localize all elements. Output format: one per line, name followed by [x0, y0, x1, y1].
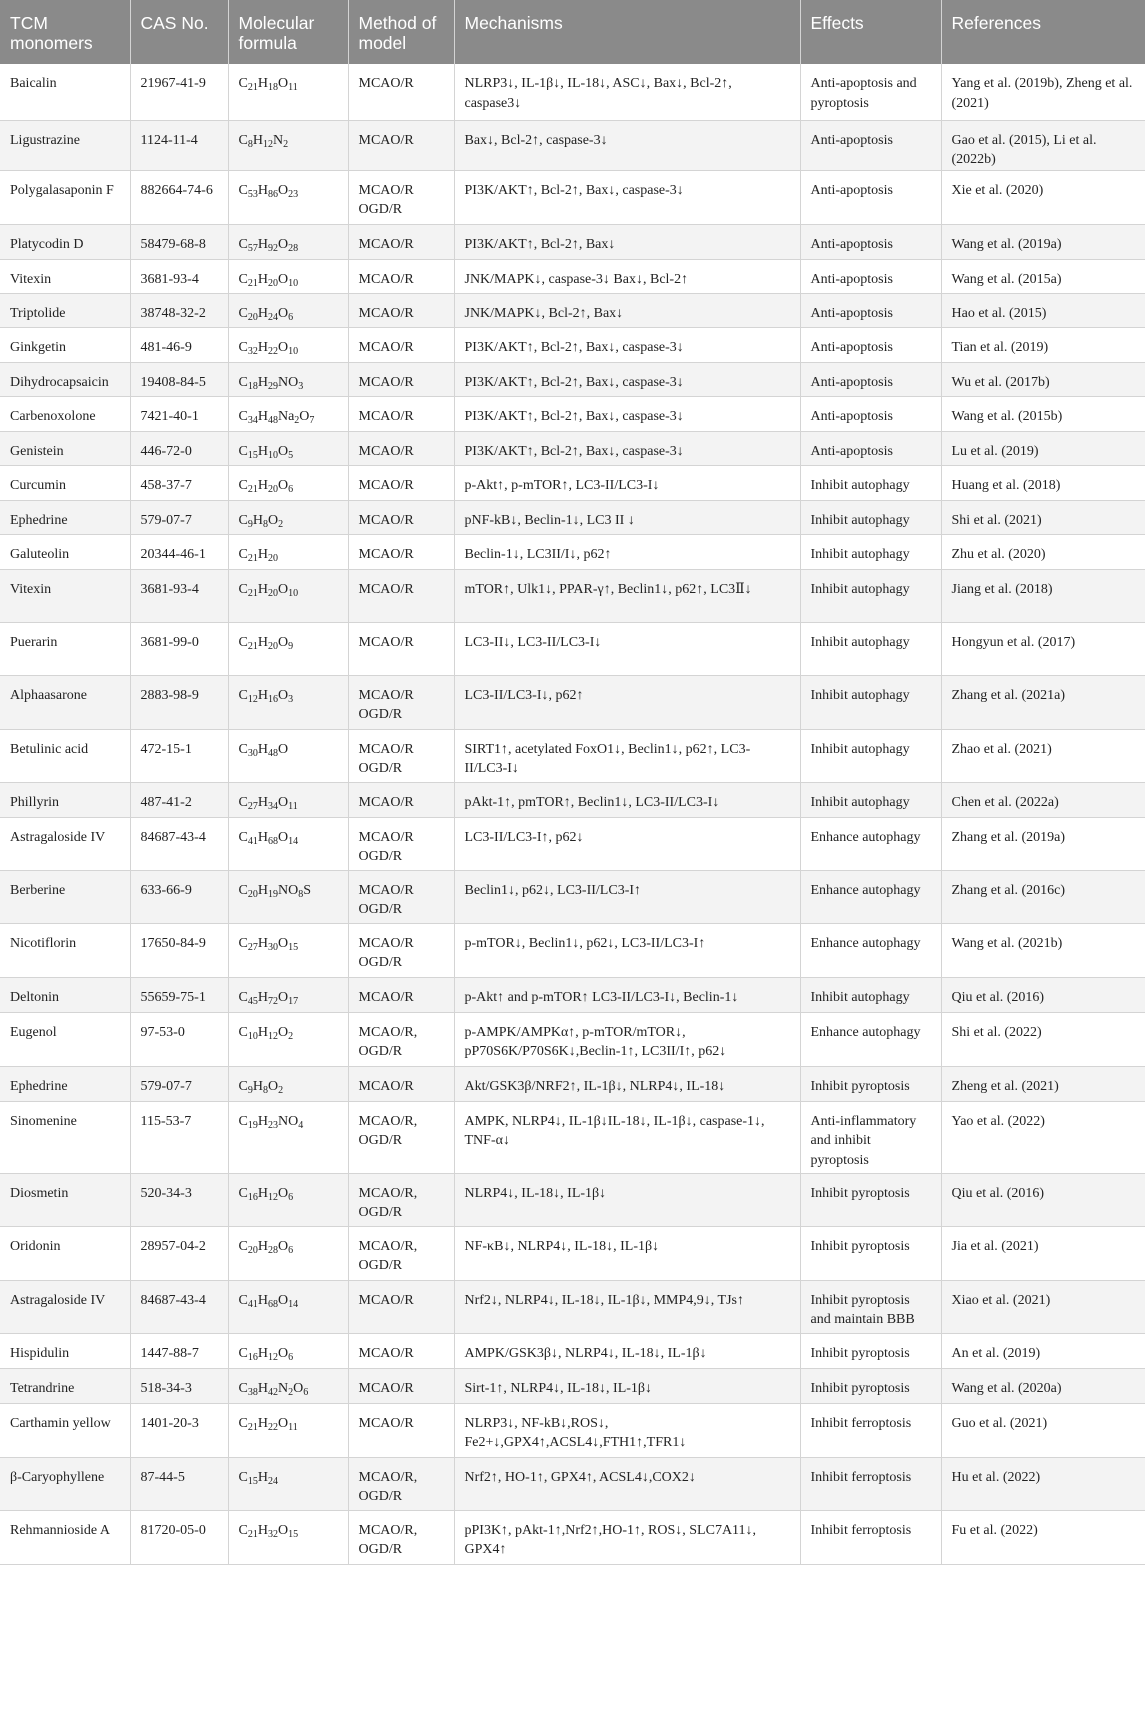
- cell-mechanisms: NLRP4↓, IL-18↓, IL-1β↓: [454, 1173, 800, 1226]
- cell-formula: $C_{18}H_{29}NO_3$: [228, 362, 348, 396]
- cell-monomer: Eugenol: [0, 1012, 130, 1066]
- cell-model: MCAO/R: [348, 259, 454, 293]
- cell-model: MCAO/R, OGD/R: [348, 1012, 454, 1066]
- column-header-monomer: TCM monomers: [0, 0, 130, 64]
- cell-cas: 1447-88-7: [130, 1333, 228, 1368]
- cell-cas: 19408-84-5: [130, 362, 228, 396]
- cell-formula: $C_9H_8O_2$: [228, 1066, 348, 1101]
- table-row: [0, 870, 1145, 923]
- cell-cas: 458-37-7: [130, 465, 228, 500]
- cell-cas: 518-34-3: [130, 1368, 228, 1403]
- cell-formula: $C_{12}H_{16}O_3$: [228, 675, 348, 729]
- cell-mechanisms: JNK/MAPK↓, caspase-3↓ Bax↓, Bcl-2↑: [454, 259, 800, 293]
- cell-references: Xiao et al. (2021): [941, 1280, 1145, 1333]
- cell-mechanisms: PI3K/AKT↑, Bcl-2↑, Bax↓, caspase-3↓: [454, 170, 800, 224]
- cell-monomer: Ephedrine: [0, 500, 130, 534]
- cell-references: Jiang et al. (2018): [941, 569, 1145, 622]
- cell-model: MCAO/R: [348, 431, 454, 465]
- table-row: [0, 327, 1145, 362]
- cell-references: Zhao et al. (2021): [941, 729, 1145, 782]
- cell-monomer: Platycodin D: [0, 224, 130, 259]
- cell-cas: 17650-84-9: [130, 923, 228, 977]
- cell-mechanisms: PI3K/AKT↑, Bcl-2↑, Bax↓, caspase-3↓: [454, 431, 800, 465]
- cell-references: Fu et al. (2022): [941, 1510, 1145, 1564]
- cell-formula: $C_{20}H_{28}O_6$: [228, 1226, 348, 1280]
- cell-model: MCAO/R: [348, 396, 454, 431]
- cell-mechanisms: p-AMPK/AMPKα↑, p-mTOR/mTOR↓, pP70S6K/P70S6K↓,Beclin-1↑, LC3II/I↑, p62↓: [454, 1012, 800, 1066]
- cell-monomer: Genistein: [0, 431, 130, 465]
- cell-mechanisms: mTOR↑, Ulk1↓, PPAR-γ↑, Beclin1↓, p62↑, LC3Ⅱ↓: [454, 569, 800, 622]
- cell-monomer: Curcumin: [0, 465, 130, 500]
- cell-references: An et al. (2019): [941, 1333, 1145, 1368]
- cell-model: MCAO/R: [348, 293, 454, 327]
- cell-effects: Inhibit autophagy: [800, 569, 941, 622]
- cell-cas: 446-72-0: [130, 431, 228, 465]
- cell-model: MCAO/R: [348, 362, 454, 396]
- cell-effects: Inhibit ferroptosis: [800, 1457, 941, 1510]
- cell-cas: 3681-93-4: [130, 259, 228, 293]
- cell-formula: $C_{41}H_{68}O_{14}$: [228, 1280, 348, 1333]
- cell-cas: 487-41-2: [130, 782, 228, 817]
- cell-monomer: Astragaloside IV: [0, 1280, 130, 1333]
- cell-formula: $C_{21}H_{22}O_{11}$: [228, 1403, 348, 1457]
- cell-effects: Anti-apoptosis: [800, 170, 941, 224]
- cell-model: MCAO/R, OGD/R: [348, 1457, 454, 1510]
- cell-formula: $C_{21}H_{20}O_{10}$: [228, 569, 348, 622]
- cell-references: Guo et al. (2021): [941, 1403, 1145, 1457]
- cell-formula: $C_{20}H_{19}NO_8S$: [228, 870, 348, 923]
- cell-monomer: Astragaloside IV: [0, 817, 130, 870]
- cell-references: Wang et al. (2015b): [941, 396, 1145, 431]
- table-row: [0, 622, 1145, 675]
- table-row: [0, 977, 1145, 1012]
- cell-references: Gao et al. (2015), Li et al. (2022b): [941, 120, 1145, 170]
- table-row: [0, 534, 1145, 569]
- cell-monomer: Ginkgetin: [0, 327, 130, 362]
- table-row: [0, 1457, 1145, 1510]
- cell-cas: 38748-32-2: [130, 293, 228, 327]
- table-row: [0, 1101, 1145, 1173]
- cell-monomer: Betulinic acid: [0, 729, 130, 782]
- table-row: [0, 782, 1145, 817]
- cell-monomer: Berberine: [0, 870, 130, 923]
- cell-references: Zhang et al. (2016c): [941, 870, 1145, 923]
- table-row: [0, 293, 1145, 327]
- cell-references: Zhang et al. (2019a): [941, 817, 1145, 870]
- cell-cas: 520-34-3: [130, 1173, 228, 1226]
- cell-cas: 55659-75-1: [130, 977, 228, 1012]
- cell-formula: $C_{10}H_{12}O_2$: [228, 1012, 348, 1066]
- cell-model: MCAO/R OGD/R: [348, 729, 454, 782]
- cell-references: Xie et al. (2020): [941, 170, 1145, 224]
- cell-model: MCAO/R: [348, 622, 454, 675]
- cell-mechanisms: Sirt-1↑, NLRP4↓, IL-18↓, IL-1β↓: [454, 1368, 800, 1403]
- table-row: [0, 1066, 1145, 1101]
- cell-references: Qiu et al. (2016): [941, 1173, 1145, 1226]
- cell-references: Qiu et al. (2016): [941, 977, 1145, 1012]
- cell-references: Zheng et al. (2021): [941, 1066, 1145, 1101]
- cell-formula: $C_{45}H_{72}O_{17}$: [228, 977, 348, 1012]
- cell-effects: Inhibit pyroptosis: [800, 1173, 941, 1226]
- cell-formula: $C_{53}H_{86}O_{23}$: [228, 170, 348, 224]
- cell-cas: 58479-68-8: [130, 224, 228, 259]
- cell-monomer: Ephedrine: [0, 1066, 130, 1101]
- cell-effects: Inhibit autophagy: [800, 622, 941, 675]
- table-row: [0, 362, 1145, 396]
- cell-model: MCAO/R: [348, 500, 454, 534]
- cell-monomer: Oridonin: [0, 1226, 130, 1280]
- cell-model: MCAO/R, OGD/R: [348, 1510, 454, 1564]
- cell-model: MCAO/R OGD/R: [348, 923, 454, 977]
- cell-references: Hongyun et al. (2017): [941, 622, 1145, 675]
- cell-cas: 2883-98-9: [130, 675, 228, 729]
- cell-references: Hao et al. (2015): [941, 293, 1145, 327]
- table-row: [0, 500, 1145, 534]
- cell-formula: $C_{20}H_{24}O_6$: [228, 293, 348, 327]
- table-row: [0, 675, 1145, 729]
- cell-mechanisms: SIRT1↑, acetylated FoxO1↓, Beclin1↓, p62↑, LC3-II/LC3-I↓: [454, 729, 800, 782]
- cell-effects: Enhance autophagy: [800, 870, 941, 923]
- cell-mechanisms: pPI3K↑, pAkt-1↑,Nrf2↑,HO-1↑, ROS↓, SLC7A11↓, GPX4↑: [454, 1510, 800, 1564]
- cell-effects: Anti-apoptosis: [800, 259, 941, 293]
- column-header-model: Method of model: [348, 0, 454, 64]
- cell-monomer: Sinomenine: [0, 1101, 130, 1173]
- cell-model: MCAO/R: [348, 569, 454, 622]
- cell-effects: Enhance autophagy: [800, 1012, 941, 1066]
- cell-effects: Anti-apoptosis: [800, 327, 941, 362]
- cell-references: Zhu et al. (2020): [941, 534, 1145, 569]
- cell-cas: 7421-40-1: [130, 396, 228, 431]
- table-row: [0, 569, 1145, 622]
- cell-model: MCAO/R OGD/R: [348, 675, 454, 729]
- table-row: [0, 1368, 1145, 1403]
- cell-formula: $C_{21}H_{20}O_9$: [228, 622, 348, 675]
- cell-effects: Inhibit autophagy: [800, 977, 941, 1012]
- cell-model: MCAO/R: [348, 1280, 454, 1333]
- cell-monomer: Carthamin yellow: [0, 1403, 130, 1457]
- cell-mechanisms: PI3K/AKT↑, Bcl-2↑, Bax↓: [454, 224, 800, 259]
- cell-formula: $C_9H_8O_2$: [228, 500, 348, 534]
- cell-effects: Inhibit autophagy: [800, 729, 941, 782]
- cell-mechanisms: LC3-II↓, LC3-II/LC3-I↓: [454, 622, 800, 675]
- table-row: [0, 170, 1145, 224]
- cell-references: Wang et al. (2019a): [941, 224, 1145, 259]
- table-row: [0, 224, 1145, 259]
- cell-formula: $C_{32}H_{22}O_{10}$: [228, 327, 348, 362]
- cell-formula: $C_{41}H_{68}O_{14}$: [228, 817, 348, 870]
- cell-references: Wang et al. (2021b): [941, 923, 1145, 977]
- cell-model: MCAO/R: [348, 1403, 454, 1457]
- cell-model: MCAO/R, OGD/R: [348, 1226, 454, 1280]
- cell-monomer: Ligustrazine: [0, 120, 130, 170]
- cell-monomer: Alphaasarone: [0, 675, 130, 729]
- cell-effects: Anti-apoptosis: [800, 120, 941, 170]
- cell-references: Wu et al. (2017b): [941, 362, 1145, 396]
- cell-mechanisms: AMPK, NLRP4↓, IL-1β↓IL-18↓, IL-1β↓, caspase-1↓, TNF-α↓: [454, 1101, 800, 1173]
- cell-monomer: Phillyrin: [0, 782, 130, 817]
- table-row: [0, 1012, 1145, 1066]
- cell-model: MCAO/R: [348, 224, 454, 259]
- cell-references: Yao et al. (2022): [941, 1101, 1145, 1173]
- cell-references: Chen et al. (2022a): [941, 782, 1145, 817]
- cell-effects: Inhibit ferroptosis: [800, 1403, 941, 1457]
- table-row: [0, 431, 1145, 465]
- cell-references: Wang et al. (2015a): [941, 259, 1145, 293]
- cell-effects: Anti-apoptosis: [800, 362, 941, 396]
- cell-cas: 579-07-7: [130, 1066, 228, 1101]
- cell-monomer: Hispidulin: [0, 1333, 130, 1368]
- cell-effects: Inhibit pyroptosis and maintain BBB: [800, 1280, 941, 1333]
- table-row: [0, 1280, 1145, 1333]
- table-body: [0, 64, 1145, 1564]
- cell-references: Hu et al. (2022): [941, 1457, 1145, 1510]
- cell-monomer: Vitexin: [0, 259, 130, 293]
- cell-mechanisms: p-mTOR↓, Beclin1↓, p62↓, LC3-II/LC3-I↑: [454, 923, 800, 977]
- cell-formula: $C_{21}H_{20}O_{10}$: [228, 259, 348, 293]
- cell-model: MCAO/R, OGD/R: [348, 1173, 454, 1226]
- cell-model: MCAO/R, OGD/R: [348, 1101, 454, 1173]
- cell-mechanisms: LC3-II/LC3-I↑, p62↓: [454, 817, 800, 870]
- cell-model: MCAO/R OGD/R: [348, 170, 454, 224]
- cell-monomer: Galuteolin: [0, 534, 130, 569]
- cell-model: MCAO/R: [348, 1066, 454, 1101]
- table-header-row: [0, 0, 1145, 64]
- cell-mechanisms: p-Akt↑, p-mTOR↑, LC3-II/LC3-I↓: [454, 465, 800, 500]
- cell-cas: 579-07-7: [130, 500, 228, 534]
- cell-effects: Inhibit autophagy: [800, 465, 941, 500]
- cell-formula: $C_{21}H_{20}O_6$: [228, 465, 348, 500]
- table-row: [0, 1333, 1145, 1368]
- table-row: [0, 465, 1145, 500]
- cell-model: MCAO/R: [348, 534, 454, 569]
- cell-effects: Inhibit autophagy: [800, 534, 941, 569]
- cell-mechanisms: Nrf2↑, HO-1↑, GPX4↑, ACSL4↓,COX2↓: [454, 1457, 800, 1510]
- cell-monomer: Dihydrocapsaicin: [0, 362, 130, 396]
- table-row: [0, 817, 1145, 870]
- cell-monomer: Vitexin: [0, 569, 130, 622]
- cell-formula: $C_{27}H_{34}O_{11}$: [228, 782, 348, 817]
- table-row: [0, 120, 1145, 170]
- cell-formula: $C_{21}H_{18}O_{11}$: [228, 64, 348, 120]
- cell-cas: 81720-05-0: [130, 1510, 228, 1564]
- cell-references: Zhang et al. (2021a): [941, 675, 1145, 729]
- cell-mechanisms: Beclin1↓, p62↓, LC3-II/LC3-I↑: [454, 870, 800, 923]
- cell-formula: $C_{30}H_{48}O$: [228, 729, 348, 782]
- cell-cas: 84687-43-4: [130, 817, 228, 870]
- table-row: [0, 396, 1145, 431]
- cell-model: MCAO/R OGD/R: [348, 870, 454, 923]
- cell-effects: Inhibit pyroptosis: [800, 1333, 941, 1368]
- cell-mechanisms: PI3K/AKT↑, Bcl-2↑, Bax↓, caspase-3↓: [454, 362, 800, 396]
- cell-effects: Inhibit autophagy: [800, 782, 941, 817]
- cell-effects: Inhibit pyroptosis: [800, 1226, 941, 1280]
- cell-cas: 481-46-9: [130, 327, 228, 362]
- table-row: [0, 259, 1145, 293]
- column-header-references: References: [941, 0, 1145, 64]
- cell-monomer: Diosmetin: [0, 1173, 130, 1226]
- cell-effects: Inhibit pyroptosis: [800, 1368, 941, 1403]
- cell-cas: 97-53-0: [130, 1012, 228, 1066]
- cell-cas: 21967-41-9: [130, 64, 228, 120]
- column-header-formula: Molecular formula: [228, 0, 348, 64]
- cell-effects: Inhibit ferroptosis: [800, 1510, 941, 1564]
- cell-effects: Enhance autophagy: [800, 817, 941, 870]
- cell-model: MCAO/R: [348, 327, 454, 362]
- cell-monomer: Baicalin: [0, 64, 130, 120]
- table-row: [0, 1173, 1145, 1226]
- cell-monomer: Polygalasaponin F: [0, 170, 130, 224]
- cell-cas: 20344-46-1: [130, 534, 228, 569]
- table-row: [0, 1510, 1145, 1564]
- cell-cas: 3681-93-4: [130, 569, 228, 622]
- table-row: [0, 729, 1145, 782]
- cell-formula: $C_8H_{12}N_2$: [228, 120, 348, 170]
- cell-monomer: Puerarin: [0, 622, 130, 675]
- cell-formula: $C_{19}H_{23}NO_4$: [228, 1101, 348, 1173]
- cell-monomer: Carbenoxolone: [0, 396, 130, 431]
- cell-effects: Inhibit autophagy: [800, 500, 941, 534]
- cell-mechanisms: LC3-II/LC3-I↓, p62↑: [454, 675, 800, 729]
- table-row: [0, 1226, 1145, 1280]
- cell-monomer: Nicotiflorin: [0, 923, 130, 977]
- cell-model: MCAO/R: [348, 782, 454, 817]
- cell-formula: $C_{57}H_{92}O_{28}$: [228, 224, 348, 259]
- cell-formula: $C_{34}H_{48}Na_2O_7$: [228, 396, 348, 431]
- cell-model: MCAO/R OGD/R: [348, 817, 454, 870]
- cell-mechanisms: Bax↓, Bcl-2↑, caspase-3↓: [454, 120, 800, 170]
- cell-formula: $C_{38}H_{42}N_2O_6$: [228, 1368, 348, 1403]
- cell-cas: 882664-74-6: [130, 170, 228, 224]
- cell-references: Shi et al. (2022): [941, 1012, 1145, 1066]
- cell-effects: Inhibit autophagy: [800, 675, 941, 729]
- cell-effects: Anti-inflammatory and inhibit pyroptosis: [800, 1101, 941, 1173]
- cell-formula: $C_{21}H_{20}$: [228, 534, 348, 569]
- cell-model: MCAO/R: [348, 64, 454, 120]
- cell-mechanisms: PI3K/AKT↑, Bcl-2↑, Bax↓, caspase-3↓: [454, 327, 800, 362]
- cell-mechanisms: pNF-kB↓, Beclin-1↓, LC3 II ↓: [454, 500, 800, 534]
- cell-references: Lu et al. (2019): [941, 431, 1145, 465]
- cell-references: Yang et al. (2019b), Zheng et al. (2021): [941, 64, 1145, 120]
- cell-model: MCAO/R: [348, 1368, 454, 1403]
- cell-mechanisms: p-Akt↑ and p-mTOR↑ LC3-II/LC3-I↓, Beclin-1↓: [454, 977, 800, 1012]
- cell-cas: 87-44-5: [130, 1457, 228, 1510]
- cell-mechanisms: NF-κB↓, NLRP4↓, IL-18↓, IL-1β↓: [454, 1226, 800, 1280]
- cell-monomer: Deltonin: [0, 977, 130, 1012]
- cell-cas: 28957-04-2: [130, 1226, 228, 1280]
- cell-mechanisms: PI3K/AKT↑, Bcl-2↑, Bax↓, caspase-3↓: [454, 396, 800, 431]
- cell-cas: 1401-20-3: [130, 1403, 228, 1457]
- cell-effects: Anti-apoptosis: [800, 224, 941, 259]
- cell-model: MCAO/R: [348, 465, 454, 500]
- cell-model: MCAO/R: [348, 1333, 454, 1368]
- column-header-effects: Effects: [800, 0, 941, 64]
- cell-formula: $C_{27}H_{30}O_{15}$: [228, 923, 348, 977]
- cell-formula: $C_{15}H_{24}$: [228, 1457, 348, 1510]
- cell-formula: $C_{21}H_{32}O_{15}$: [228, 1510, 348, 1564]
- cell-monomer: β-Caryophyllene: [0, 1457, 130, 1510]
- cell-references: Wang et al. (2020a): [941, 1368, 1145, 1403]
- cell-references: Tian et al. (2019): [941, 327, 1145, 362]
- cell-mechanisms: Akt/GSK3β/NRF2↑, IL-1β↓, NLRP4↓, IL-18↓: [454, 1066, 800, 1101]
- cell-model: MCAO/R: [348, 977, 454, 1012]
- cell-cas: 84687-43-4: [130, 1280, 228, 1333]
- cell-mechanisms: Beclin-1↓, LC3II/I↓, p62↑: [454, 534, 800, 569]
- cell-mechanisms: pAkt-1↑, pmTOR↑, Beclin1↓, LC3-II/LC3-I↓: [454, 782, 800, 817]
- cell-monomer: Tetrandrine: [0, 1368, 130, 1403]
- cell-mechanisms: JNK/MAPK↓, Bcl-2↑, Bax↓: [454, 293, 800, 327]
- table-row: [0, 64, 1145, 120]
- cell-effects: Inhibit pyroptosis: [800, 1066, 941, 1101]
- cell-effects: Anti-apoptosis: [800, 431, 941, 465]
- column-header-cas: CAS No.: [130, 0, 228, 64]
- cell-cas: 1124-11-4: [130, 120, 228, 170]
- table-row: [0, 1403, 1145, 1457]
- cell-formula: $C_{16}H_{12}O_6$: [228, 1173, 348, 1226]
- cell-effects: Anti-apoptosis and pyroptosis: [800, 64, 941, 120]
- cell-formula: $C_{15}H_{10}O_5$: [228, 431, 348, 465]
- cell-references: Jia et al. (2021): [941, 1226, 1145, 1280]
- cell-effects: Anti-apoptosis: [800, 396, 941, 431]
- cell-monomer: Rehmannioside A: [0, 1510, 130, 1564]
- table-row: [0, 923, 1145, 977]
- column-header-mechanisms: Mechanisms: [454, 0, 800, 64]
- cell-cas: 633-66-9: [130, 870, 228, 923]
- cell-effects: Enhance autophagy: [800, 923, 941, 977]
- cell-formula: $C_{16}H_{12}O_6$: [228, 1333, 348, 1368]
- cell-cas: 472-15-1: [130, 729, 228, 782]
- cell-references: Shi et al. (2021): [941, 500, 1145, 534]
- cell-mechanisms: NLRP3↓, IL-1β↓, IL-18↓, ASC↓, Bax↓, Bcl-2↑, caspase3↓: [454, 64, 800, 120]
- cell-monomer: Triptolide: [0, 293, 130, 327]
- cell-cas: 115-53-7: [130, 1101, 228, 1173]
- cell-mechanisms: AMPK/GSK3β↓, NLRP4↓, IL-18↓, IL-1β↓: [454, 1333, 800, 1368]
- cell-mechanisms: Nrf2↓, NLRP4↓, IL-18↓, IL-1β↓, MMP4,9↓, TJs↑: [454, 1280, 800, 1333]
- cell-mechanisms: NLRP3↓, NF-kB↓,ROS↓, Fe2+↓,GPX4↑,ACSL4↓,FTH1↑,TFR1↓: [454, 1403, 800, 1457]
- cell-references: Huang et al. (2018): [941, 465, 1145, 500]
- cell-model: MCAO/R: [348, 120, 454, 170]
- cell-cas: 3681-99-0: [130, 622, 228, 675]
- cell-effects: Anti-apoptosis: [800, 293, 941, 327]
